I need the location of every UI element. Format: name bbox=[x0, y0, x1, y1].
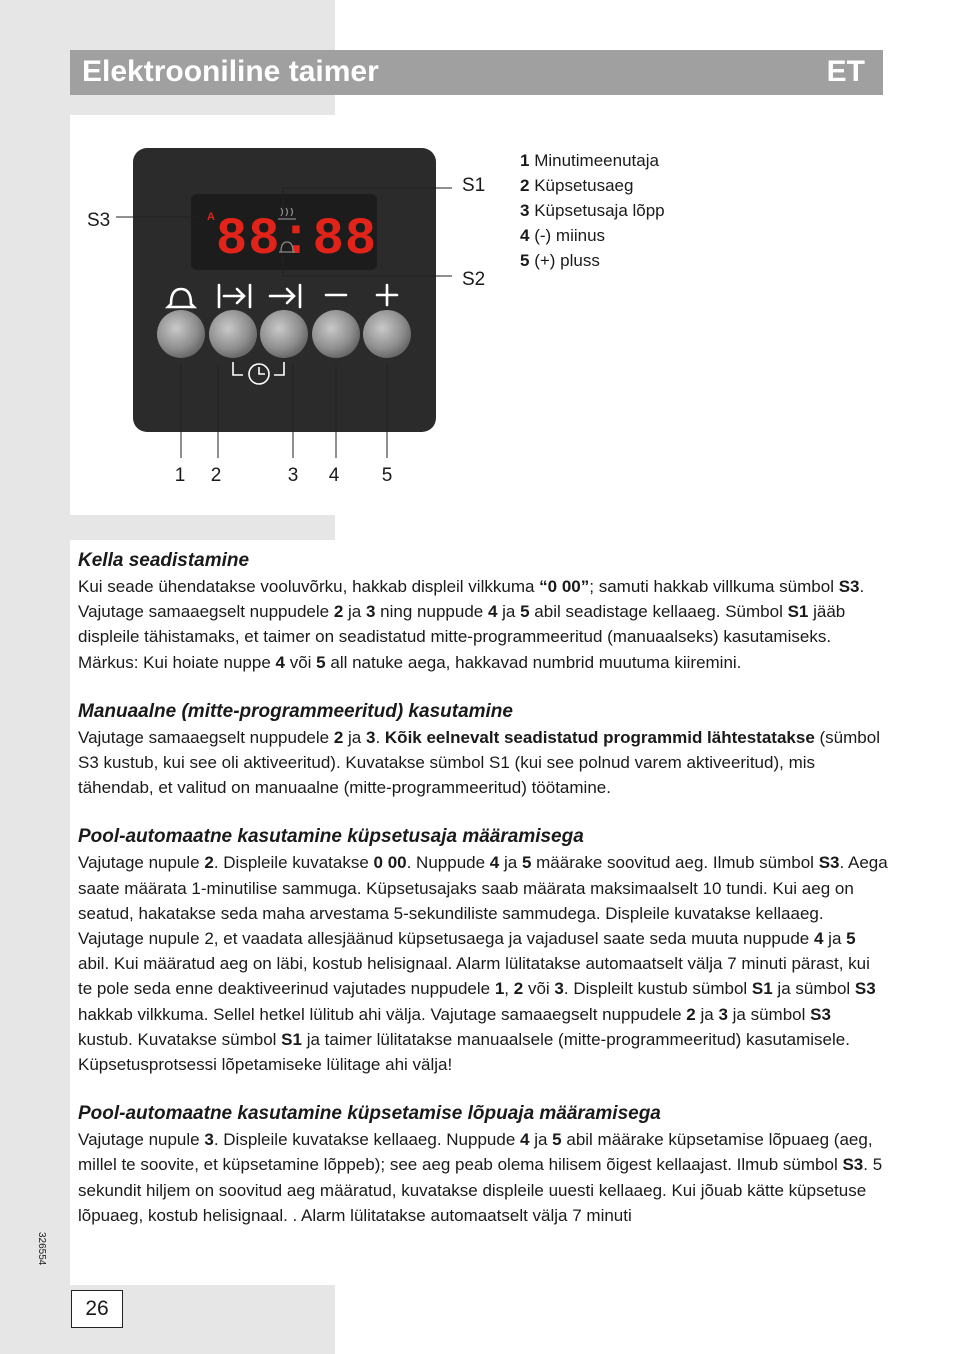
callout-3: 3 bbox=[287, 465, 299, 486]
section-heading: Kella seadistamine bbox=[78, 550, 250, 571]
legend-item: 3 Küpsetusaja lõpp bbox=[520, 201, 665, 220]
section-cook-duration bbox=[78, 824, 888, 1077]
section-note: Märkus: Kui hoiate nuppe 4 või 5 all natuke aega, hakkavad numbrid muutuma kiiremini. bbox=[78, 652, 742, 672]
section-heading: Manuaalne (mitte-programmeeritud) kasutamine bbox=[78, 700, 513, 722]
language-code: ET bbox=[826, 55, 865, 88]
display-digits: 88:88 bbox=[216, 210, 378, 269]
legend-item: 1 Minutimeenutaja bbox=[520, 151, 659, 170]
button-4[interactable] bbox=[312, 310, 360, 358]
page-header bbox=[70, 50, 883, 95]
section-note: Küpsetusprotsessi lõpetamiseke lülitage ahi välja! bbox=[78, 1055, 453, 1075]
section-heading: Pool-automaatne kasutamine küpsetusaja määramisega bbox=[78, 826, 584, 848]
button-2[interactable] bbox=[209, 310, 257, 358]
label-s2: S2 bbox=[462, 269, 486, 290]
section-paragraph: Vajutage samaaegselt nuppudele 2 ja 3. Kõik eelnevalt seadistatud programmid lähtestatakse (sümbol S3 kustub, kui see oli aktiveeritud). Kuvatakse sümbol S1 (kui see polnud varem aktiveeritud), mis tähendab, et valitud on manuaalne (mitte-programmeeritud) töötamine. bbox=[78, 727, 880, 798]
legend-item: 2 Küpsetusaeg bbox=[520, 176, 634, 195]
section-manual-use bbox=[78, 699, 888, 801]
section-heading: Pool-automaatne kasutamine küpsetamise lõpuaja määramisega bbox=[78, 1103, 661, 1125]
callout-1: 1 bbox=[174, 465, 186, 486]
section-paragraph: Vajutage nupule 2. Displeile kuvatakse 0 00. Nuppude 4 ja 5 määrake soovitud aeg. Ilmub sümbol S3. Aega saate määrata 1-minutilise sammuga. Küpsetusajaks saab määrata maksimaalselt 10 tundi. Kui aeg on seatud, hakatakse seda maha arvestama 5-sekundiliste sammudega. Displeile kuvatakse kellaaeg. Vajutage nupule 2, et vaadata allesjäänud küpsetusaega ja vajadusel saate seda muuta nuppude 4 ja 5 abil. Kui määratud aeg on läbi, kostub helisignaal. Alarm lülitatakse automaatselt välja 7 minuti pärast, kui te pole seda enne deaktiveerinud vajutades nuppudele 1, 2 või 3. Displeilt kustub sümbol S1 ja sümbol S3 hakkab vilkkuma. Sellel hetkel lülitub ahi välja. Vajutage samaaegselt nuppudele 2 ja 3 ja sümbol S3 kustub. Kuvatakse sümbol S1 ja taimer lülitatakse manuaalsele (mitte-programmeeritud) kasutamisele. bbox=[78, 853, 888, 1049]
legend-item: 5 (+) pluss bbox=[520, 251, 600, 270]
document-code: 326554 bbox=[36, 1232, 47, 1266]
page-number: 26 bbox=[71, 1290, 123, 1328]
section-paragraph: Vajutage nupule 3. Displeile kuvatakse kellaaeg. Nuppude 4 ja 5 abil määrake küpsetamise lõpuaeg (aeg, millel te soovite, et küpsetamine lõppeb); see aeg peab olema hilisem õigest kellaajast. Ilmub sümbol S3. 5 sekundit hiljem on soovitud aeg määratud, kuvatakse displeile uuesti kellaaeg. Kui jõuab kätte küpsetuse lõpuaeg, kostub helisignaal. . Alarm lülitatakse automaatselt välja 7 minuti bbox=[78, 1130, 883, 1225]
label-s3: S3 bbox=[87, 210, 111, 231]
label-s1: S1 bbox=[462, 175, 486, 196]
section-clock-setting bbox=[78, 548, 888, 675]
timer-panel-figure bbox=[70, 140, 500, 490]
section-cook-end-time bbox=[78, 1101, 888, 1228]
instructions bbox=[78, 548, 888, 1252]
callout-4: 4 bbox=[328, 465, 340, 486]
legend-item: 4 (-) miinus bbox=[520, 226, 606, 245]
button-3[interactable] bbox=[260, 310, 308, 358]
auto-symbol: A bbox=[207, 211, 215, 223]
callout-2: 2 bbox=[210, 465, 222, 486]
header-title: Elektrooniline taimer bbox=[82, 55, 379, 88]
section-paragraph: Kui seade ühendatakse vooluvõrku, hakkab displeil vilkkuma “0 00”; samuti hakkab villkuma sümbol S3. Vajutage samaaegselt nuppudele 2 ja 3 ning nuppude 4 ja 5 abil seadistage kellaaeg. Sümbol S1 jääb displeile tähistamaks, et taimer on seadistatud mitte-programmeeritud (manuaalseks) kasutamiseks. bbox=[78, 577, 865, 647]
callout-5: 5 bbox=[381, 465, 393, 486]
button-1[interactable] bbox=[157, 310, 205, 358]
button-legend bbox=[520, 148, 665, 273]
button-5[interactable] bbox=[363, 310, 411, 358]
